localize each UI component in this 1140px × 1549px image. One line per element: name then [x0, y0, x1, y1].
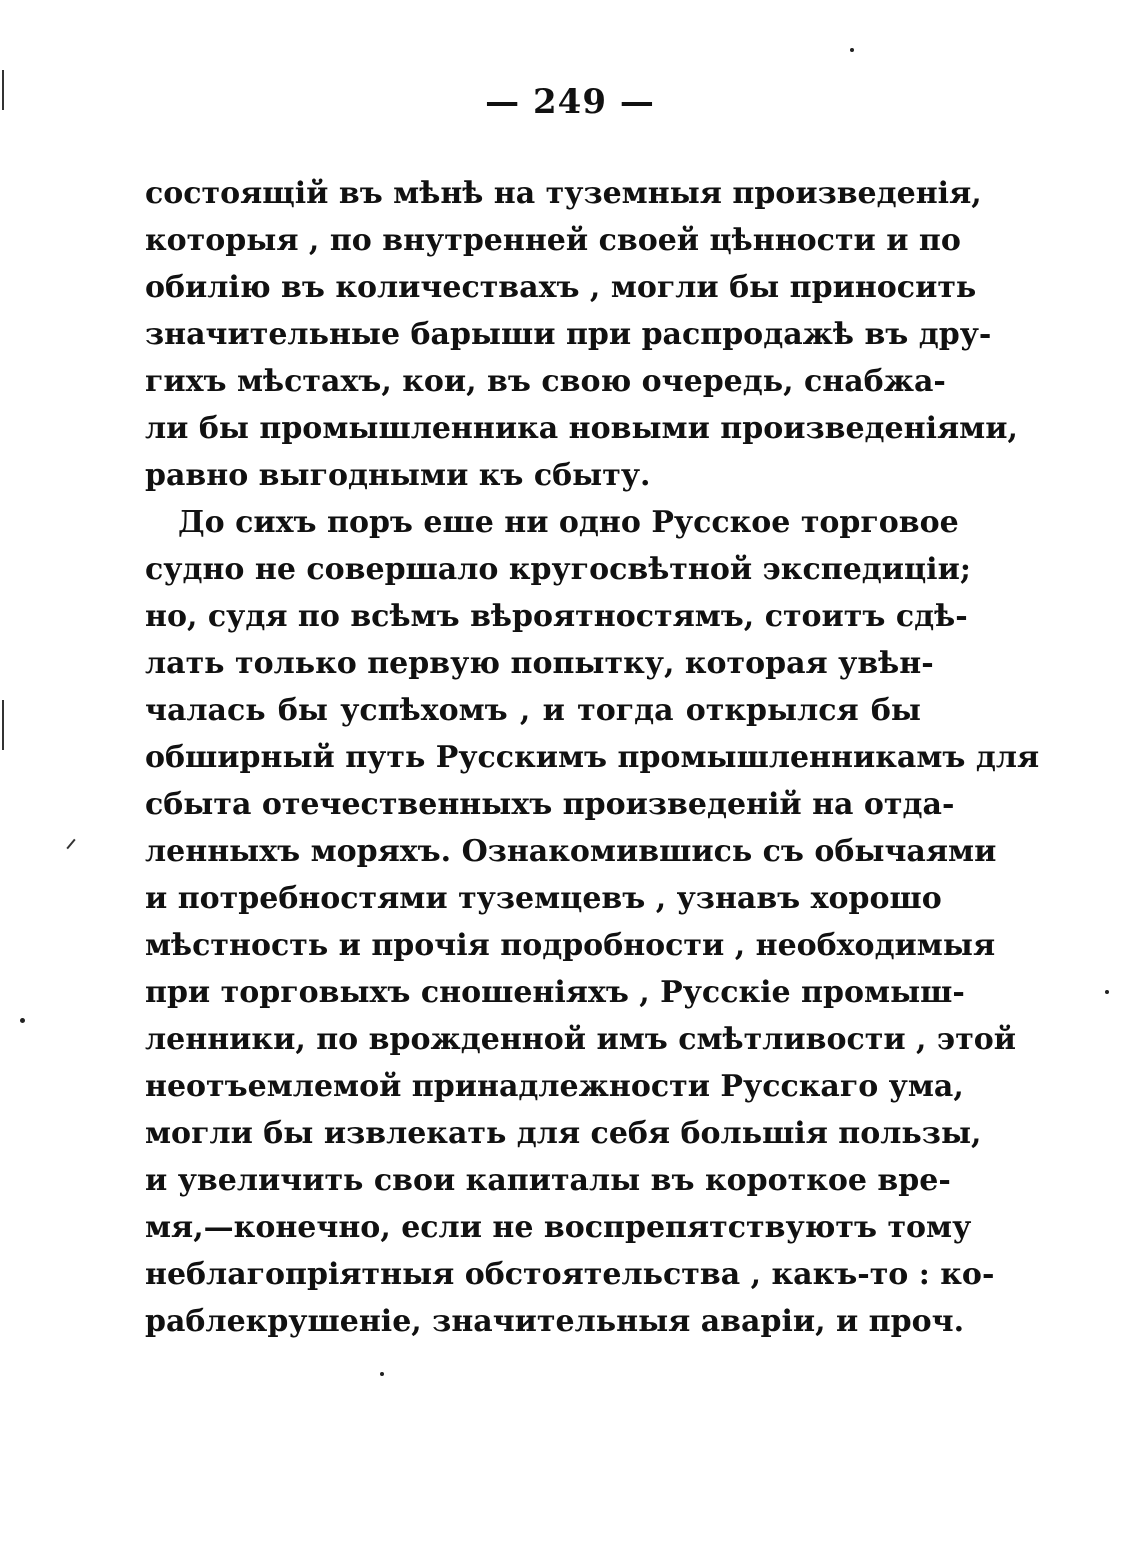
text-line: но, судя по всѣмъ вѣроятностямъ, стоитъ сдѣ- [145, 599, 968, 634]
scan-speck [1105, 990, 1109, 994]
text-line: неотъемлемой принадлежности Русскаго ума, [145, 1069, 964, 1104]
scan-edge-mark [2, 700, 4, 750]
scan-edge-mark [2, 70, 4, 110]
text-line: ли бы промышленника новыми произведеніями, [145, 411, 1018, 446]
scan-speck [380, 1372, 384, 1376]
text-line: лать только первую попытку, которая увѣн- [145, 646, 934, 681]
text-line: могли бы извлекать для себя большія пользы, [145, 1116, 982, 1151]
scan-speck [20, 1018, 25, 1023]
text-line: состоящій въ мѣнѣ на туземныя произведенія, [145, 176, 982, 211]
text-line: сбыта отечественныхъ произведеній на отда- [145, 787, 955, 822]
text-line: которыя , по внутренней своей цѣнности и по [145, 223, 961, 258]
text-line: и потребностями туземцевъ , узнавъ хорошо [145, 881, 942, 916]
text-line: значительные барыши при распродажѣ въ дру- [145, 317, 992, 352]
text-line: раблекрушеніе, значительныя аваріи, и проч. [145, 1304, 965, 1339]
text-line: обширный путь Русскимъ промышленникамъ для [145, 740, 1040, 775]
text-line: мя,—конечно, если не воспрепятствуютъ тому [145, 1210, 972, 1245]
text-line: гихъ мѣстахъ, кои, въ свою очередь, снабжа- [145, 364, 946, 399]
scan-edge-mark [66, 839, 75, 849]
text-line: при торговыхъ сношеніяхъ , Русскіе промыш- [145, 975, 965, 1010]
text-line: До сихъ поръ еше ни одно Русское торговое [178, 505, 959, 540]
text-line: мѣстность и прочія подробности , необходимыя [145, 928, 996, 963]
text-line: чалась бы успѣхомъ , и тогда открылся бы [145, 693, 921, 728]
scan-speck [850, 48, 854, 52]
text-line: равно выгодными къ сбыту. [145, 458, 651, 493]
text-line: обилію въ количествахъ , могли бы приносить [145, 270, 977, 305]
text-line: и увеличить свои капиталы въ короткое вре- [145, 1163, 951, 1198]
text-line: судно не совершало кругосвѣтной экспедиціи; [145, 552, 971, 587]
text-line: ленники, по врожденной имъ смѣтливости , этой [145, 1022, 1017, 1057]
text-line: ленныхъ моряхъ. Ознакомившись съ обычаями [145, 834, 997, 869]
page-number: — 249 — [485, 82, 655, 122]
text-line: неблагопріятныя обстоятельства , какъ-то : ко- [145, 1257, 995, 1292]
